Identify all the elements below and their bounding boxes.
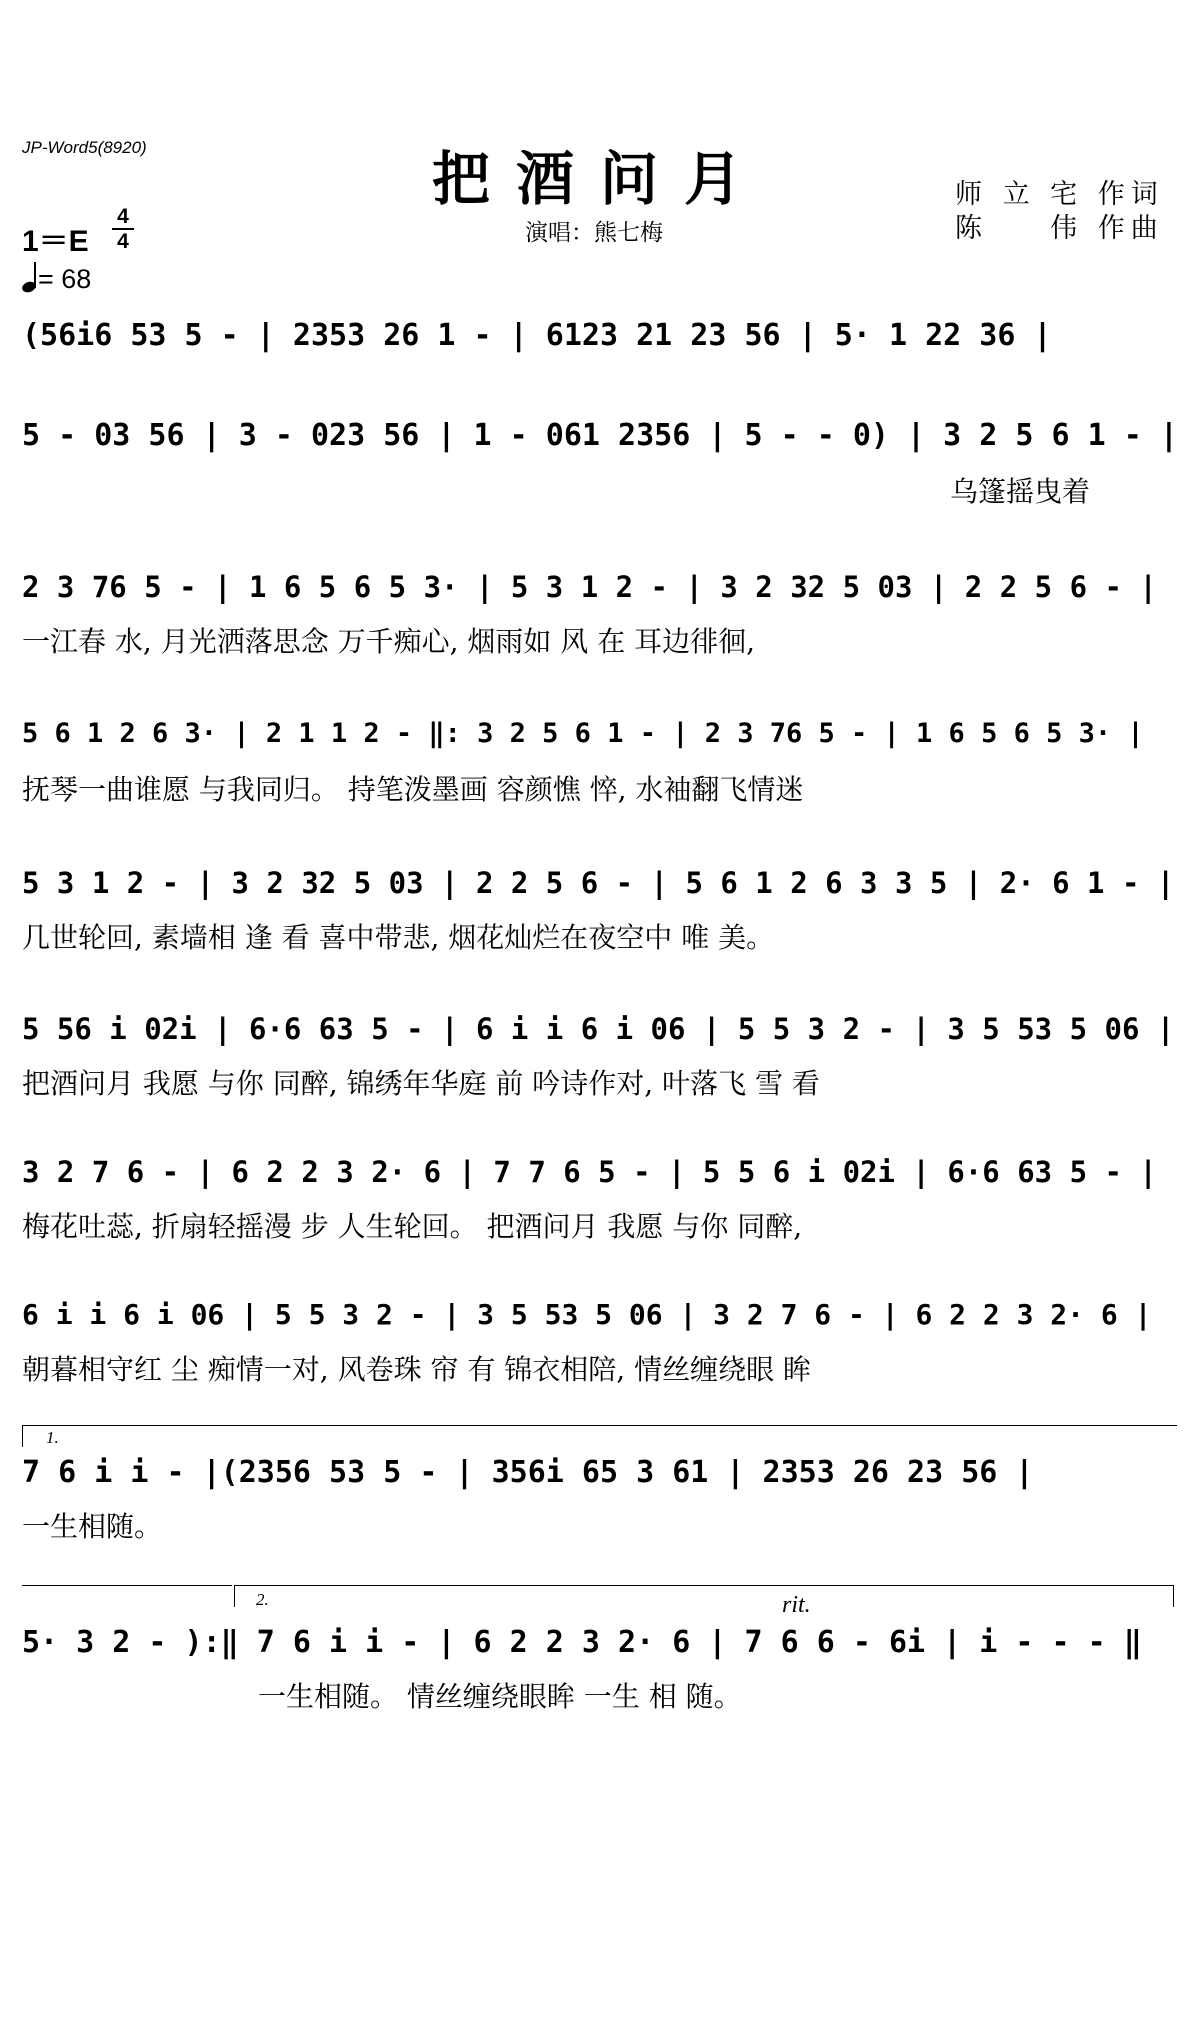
volta-1-bracket-hook — [22, 1425, 23, 1447]
notation-line-2: 5 - 03 56 | 3 - 023 56 | 1 - 061 2356 | 5 - - 0) | 3 2 5 6 1 - | — [22, 418, 1178, 453]
notation-line-8: 6 i i 6 i 06 | 5 5 3 2 - | 3 5 53 5 06 | 3 2 7 6 - | 6 2 2 3 2· 6 | — [22, 1298, 1152, 1331]
tempo-value: = 68 — [38, 264, 92, 294]
lyric-line-3: 一江春 水, 月光洒落思念 万千痴心, 烟雨如 风 在 耳边徘徊, — [22, 625, 756, 658]
notation-line-3: 2 3 76 5 - | 1 6 5 6 5 3· | 5 3 1 2 - | 3 2 32 5 03 | 2 2 5 6 - | — [22, 570, 1157, 604]
ritardando-marking: rit. — [782, 1592, 811, 1618]
song-title: 把酒问月 — [431, 145, 768, 213]
notation-line-9: 7 6 i i - |(2356 53 5 - | 356i 65 3 61 | 2353 26 23 56 | — [22, 1455, 1034, 1490]
composer-credit: 陈 伟 作曲 — [955, 213, 1164, 244]
volta-2-label: 2. — [256, 1590, 269, 1609]
lyric-line-10: 一生相随。 情丝缠绕眼眸 一生 相 随。 — [258, 1680, 742, 1713]
lyric-line-8: 朝暮相守红 尘 痴情一对, 风卷珠 帘 有 锦衣相陪, 情丝缠绕眼 眸 — [22, 1353, 812, 1386]
lyricist-credit: 师 立 宅 作词 — [955, 179, 1164, 210]
notation-line-5: 5 3 1 2 - | 3 2 32 5 03 | 2 2 5 6 - | 5 6 1 2 6 3 3 5 | 2· 6 1 - | — [22, 866, 1175, 900]
lyric-line-2: 乌篷摇曳着 — [950, 475, 1091, 508]
notation-line-7: 3 2 7 6 - | 6 2 2 3 2· 6 | 7 7 6 5 - | 5 5 6 i 02i | 6·6 63 5 - | — [22, 1155, 1157, 1189]
time-signature — [112, 206, 134, 252]
notation-line-4: 5 6 1 2 6 3· | 2 1 1 2 - ‖: 3 2 5 6 1 - | 2 3 76 5 - | 1 6 5 6 5 3· | — [22, 718, 1144, 749]
volta-2-bracket-end — [1173, 1585, 1174, 1607]
lyric-line-7: 梅花吐蕊, 折扇轻摇漫 步 人生轮回。 把酒问月 我愿 与你 同醉, — [22, 1210, 803, 1243]
notation-line-10: 5· 3 2 - ):‖ 7 6 i i - | 6 2 2 3 2· 6 | 7 6 6 - 6i | i - - - ‖ — [22, 1625, 1142, 1660]
key-signature: 1＝E — [22, 225, 89, 258]
tempo-marking — [22, 262, 91, 295]
lyric-line-6: 把酒问月 我愿 与你 同醉, 锦绣年华庭 前 吟诗作对, 叶落飞 雪 看 — [22, 1067, 820, 1100]
volta-1-bracket — [22, 1425, 1177, 1426]
volta-2-bracket-hook — [234, 1585, 235, 1607]
time-signature-top: 4 — [117, 205, 129, 228]
watermark: JP-Word5(8920) — [22, 138, 147, 157]
lyric-line-4: 抚琴一曲谁愿 与我同归。 持笔泼墨画 容颜憔 悴, 水袖翻飞情迷 — [22, 773, 804, 806]
volta-1-label: 1. — [46, 1428, 59, 1447]
notation-line-1: (56i6 53 5 - | 2353 26 1 - | 6123 21 23 56 | 5· 1 22 36 | — [22, 318, 1052, 353]
quarter-note-icon — [22, 262, 38, 292]
volta-2-bracket — [234, 1585, 1174, 1586]
volta-1-continuation — [22, 1585, 232, 1586]
singer-credit: 演唱：熊七梅 — [525, 220, 663, 246]
notation-line-6: 5 56 i 02i | 6·6 63 5 - | 6 i i 6 i 06 | 5 5 3 2 - | 3 5 53 5 06 | — [22, 1012, 1175, 1046]
lyric-line-9: 一生相随。 — [22, 1510, 163, 1543]
lyric-line-5: 几世轮回, 素墙相 逢 看 喜中带悲, 烟花灿烂在夜空中 唯 美。 — [22, 921, 775, 954]
time-signature-bottom: 4 — [117, 230, 129, 253]
